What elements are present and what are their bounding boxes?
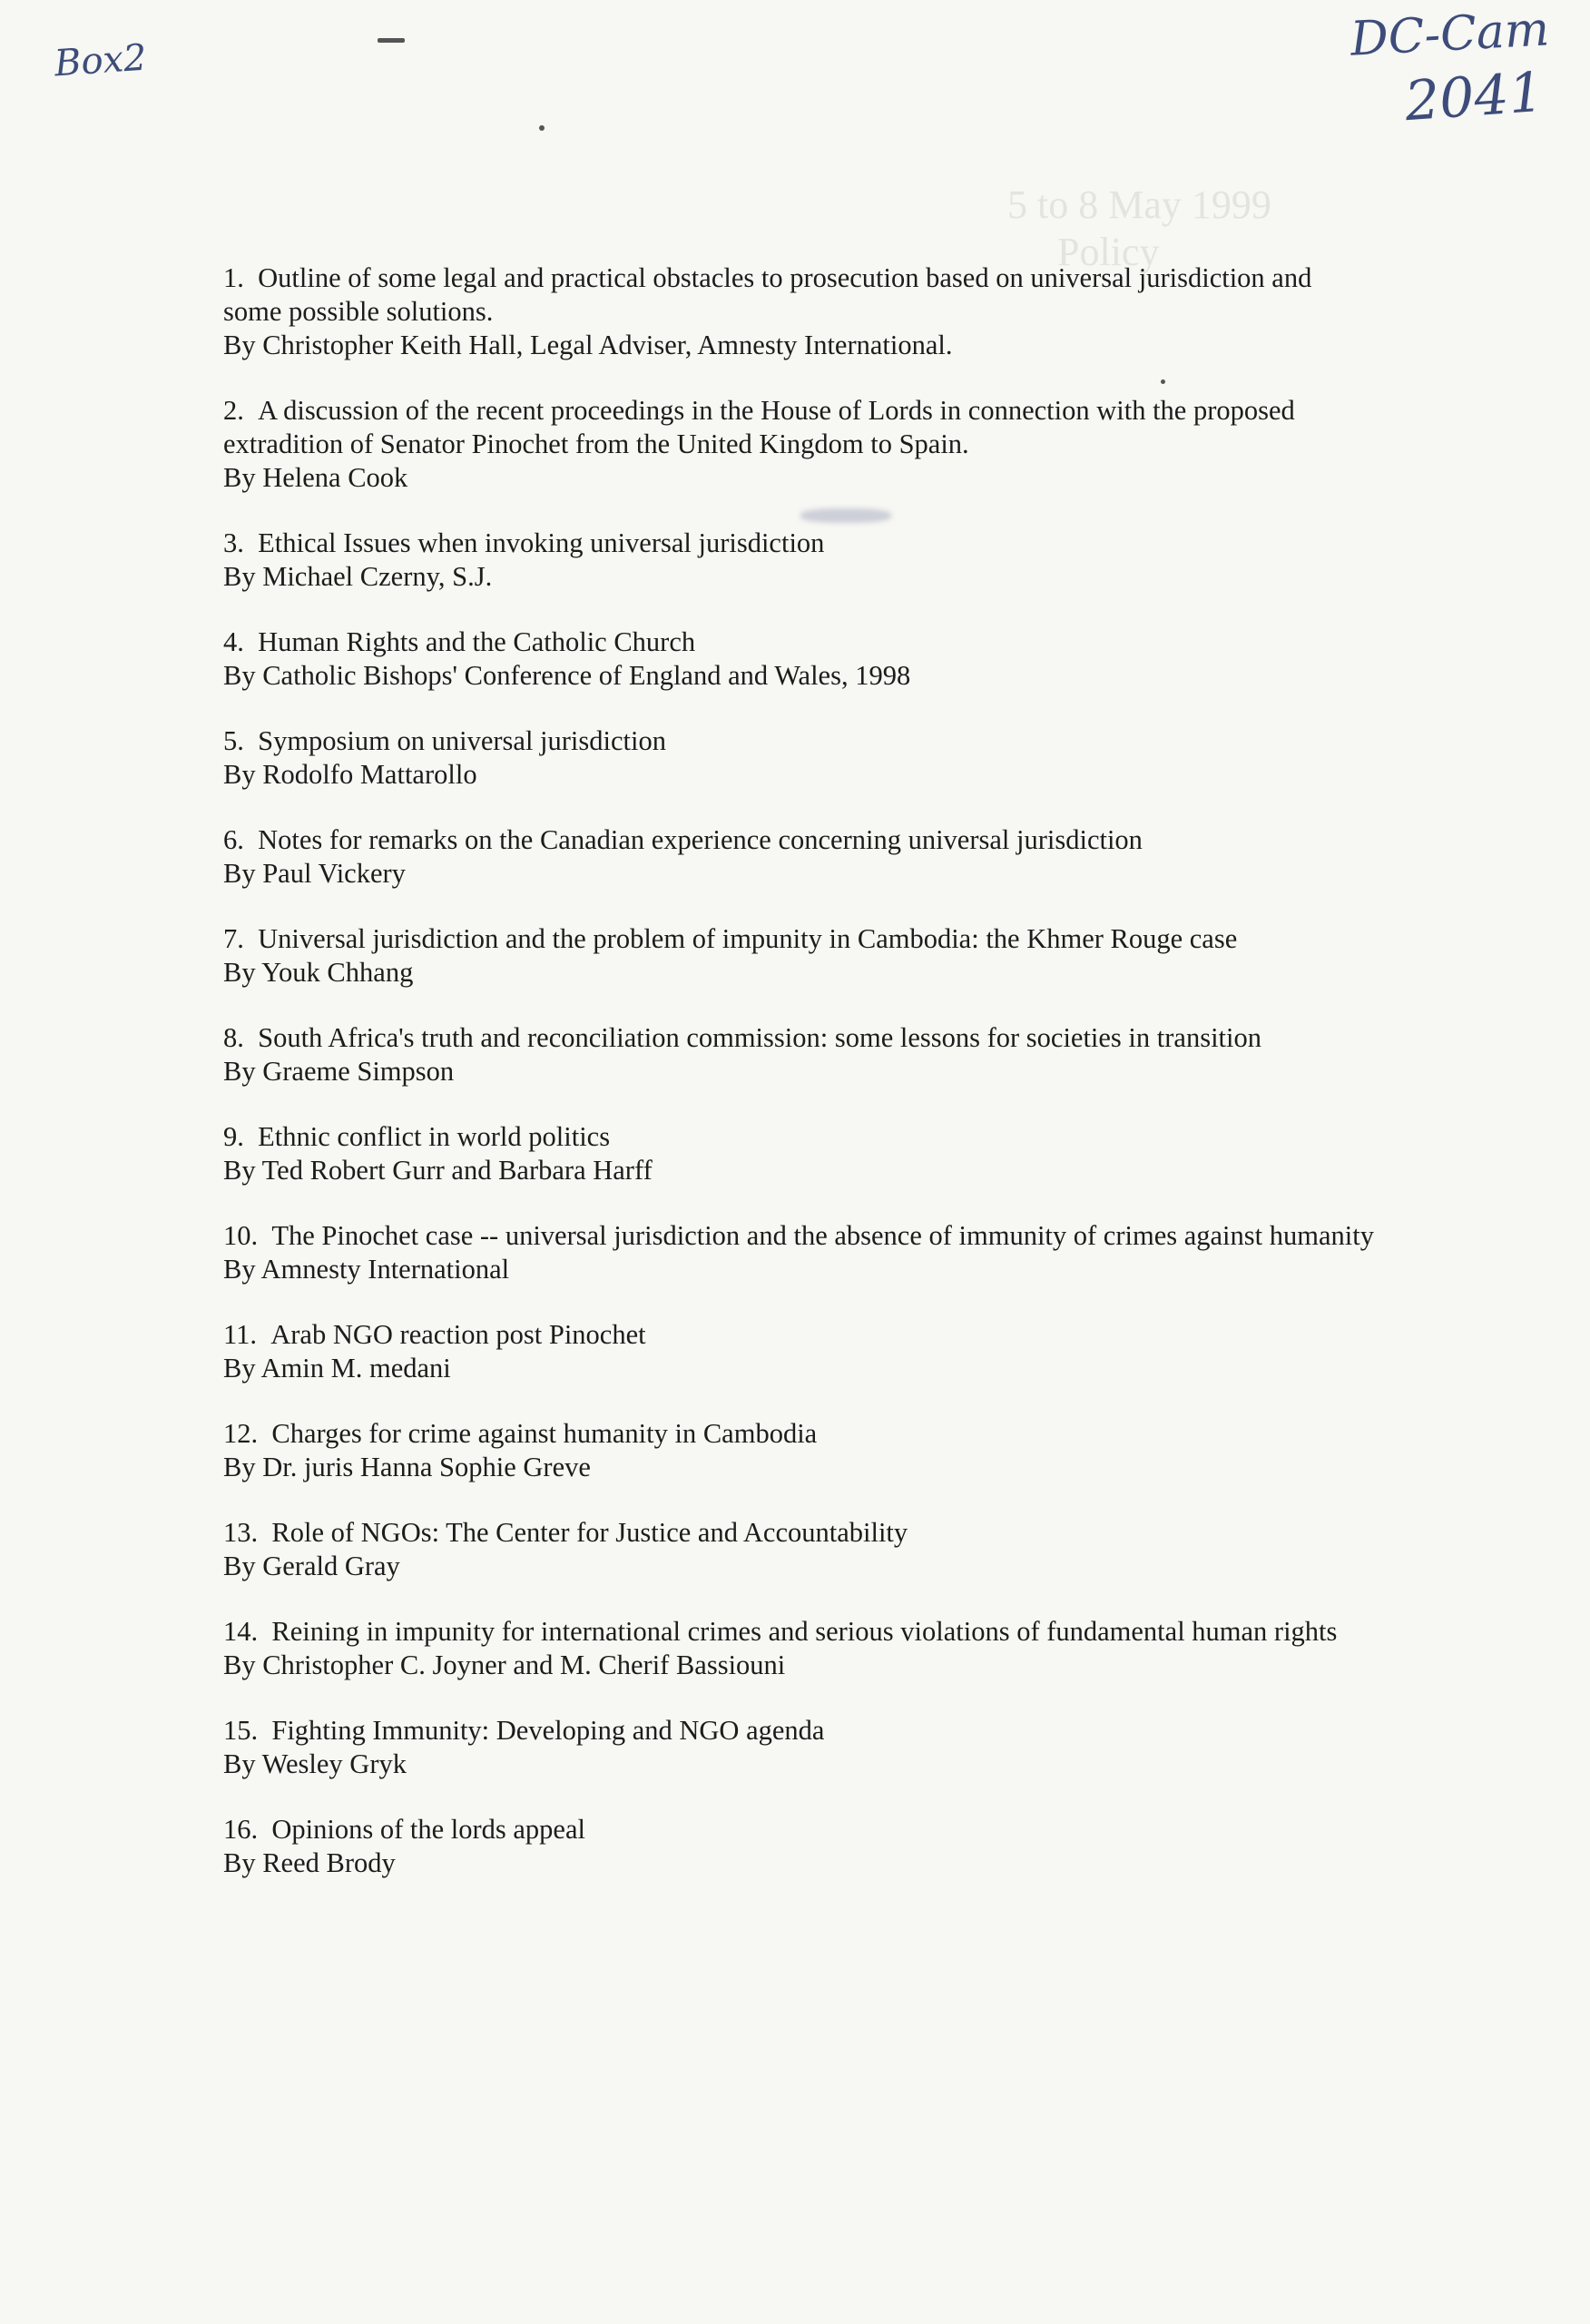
entry-number: 13. [223,1517,259,1548]
entry-title-text: South Africa's truth and reconciliation commission: some lessons for societies in transition [258,1022,1261,1053]
entry-title [223,1219,1376,1253]
list-item [223,1516,1376,1583]
list-item [223,1714,1376,1781]
entry-title-text: Opinions of the lords appeal [271,1814,585,1845]
entry-number: 2. [223,395,244,426]
entry-title-text: Outline of some legal and practical obstacles to prosecution based on universal jurisdiction and some possible solutions. [223,262,1312,327]
document-list [223,261,1376,1912]
entry-title [223,625,1376,659]
entry-number: 1. [223,262,244,293]
entry-title-text: Reining in impunity for international crimes and serious violations of fundamental human rights [271,1616,1338,1647]
entry-author: By Michael Czerny, S.J. [223,561,493,592]
list-item [223,527,1376,594]
scan-speck [539,125,545,131]
entry-title [223,261,1376,329]
entry-title [223,724,1376,758]
entry-title [223,527,1376,560]
entry-author: By Rodolfo Mattarollo [223,759,477,790]
list-item [223,1417,1376,1484]
entry-author: By Reed Brody [223,1847,396,1878]
entry-author: By Paul Vickery [223,858,406,889]
list-item [223,625,1376,693]
entry-author: By Christopher C. Joyner and M. Cherif Bassiouni [223,1649,786,1680]
entry-author: By Amin M. medani [223,1353,451,1384]
entry-author: By Wesley Gryk [223,1748,407,1779]
handwritten-collection-label: DC-Cam [1349,2,1551,67]
entry-title-text: Ethical Issues when invoking universal jurisdiction [258,527,825,558]
entry-number: 6. [223,824,244,855]
entry-title-text: Universal jurisdiction and the problem of impunity in Cambodia: the Khmer Rouge case [258,923,1238,954]
entry-title-text: Ethnic conflict in world politics [258,1121,611,1152]
list-item [223,394,1376,495]
entry-title-text: Charges for crime against humanity in Cambodia [271,1418,818,1449]
entry-title-text: Notes for remarks on the Canadian experience concerning universal jurisdiction [258,824,1143,855]
entry-author: By Youk Chhang [223,957,414,988]
list-item [223,823,1376,891]
entry-title-text: Fighting Immunity: Developing and NGO agenda [271,1715,825,1746]
entry-number: 5. [223,725,244,756]
list-item [223,1021,1376,1088]
entry-number: 16. [223,1814,259,1845]
entry-title-text: Symposium on universal jurisdiction [258,725,666,756]
handwritten-box-label: Box2 [53,36,148,85]
entry-title [223,1813,1376,1846]
entry-number: 11. [223,1319,257,1350]
entry-title [223,823,1376,857]
entry-title-text: The Pinochet case -- universal jurisdiction and the absence of immunity of crimes against humanity [271,1220,1374,1251]
entry-number: 8. [223,1022,244,1053]
scan-speck [378,38,405,43]
entry-title [223,1318,1376,1352]
list-item [223,922,1376,990]
entry-author: By Helena Cook [223,462,408,493]
entry-number: 14. [223,1616,259,1647]
entry-title-text: Arab NGO reaction post Pinochet [270,1319,646,1350]
entry-number: 4. [223,626,244,657]
entry-title [223,1120,1376,1154]
entry-number: 10. [223,1220,259,1251]
entry-number: 7. [223,923,244,954]
entry-title-text: Role of NGOs: The Center for Justice and Accountability [271,1517,908,1548]
entry-number: 12. [223,1418,259,1449]
entry-title [223,922,1376,956]
entry-title-text: Human Rights and the Catholic Church [258,626,696,657]
entry-number: 3. [223,527,244,558]
entry-title [223,394,1376,461]
entry-title [223,1516,1376,1550]
entry-author: By Christopher Keith Hall, Legal Adviser, Amnesty International. [223,330,953,360]
entry-title-text: A discussion of the recent proceedings in the House of Lords in connection with the proposed extradition of Senator Pinochet from the United Kingdom to Spain. [223,395,1295,459]
list-item [223,1219,1376,1286]
entry-number: 15. [223,1715,259,1746]
entry-title [223,1714,1376,1748]
entry-number: 9. [223,1121,244,1152]
entry-author: By Gerald Gray [223,1551,400,1581]
entry-author: By Ted Robert Gurr and Barbara Harff [223,1155,653,1186]
bleed-through-text: 5 to 8 May 1999 [1007,182,1271,227]
entry-title [223,1417,1376,1451]
list-item [223,261,1376,362]
bleed-through-text: Policy [1057,230,1160,274]
list-item [223,1615,1376,1682]
entry-author: By Amnesty International [223,1254,510,1285]
list-item [223,1318,1376,1385]
entry-title [223,1021,1376,1055]
entry-author: By Dr. juris Hanna Sophie Greve [223,1452,591,1482]
list-item [223,724,1376,792]
entry-title [223,1615,1376,1649]
list-item [223,1813,1376,1880]
entry-author: By Graeme Simpson [223,1056,455,1087]
handwritten-document-number: 2041 [1402,60,1546,134]
list-item [223,1120,1376,1187]
entry-author: By Catholic Bishops' Conference of England and Wales, 1998 [223,660,911,691]
